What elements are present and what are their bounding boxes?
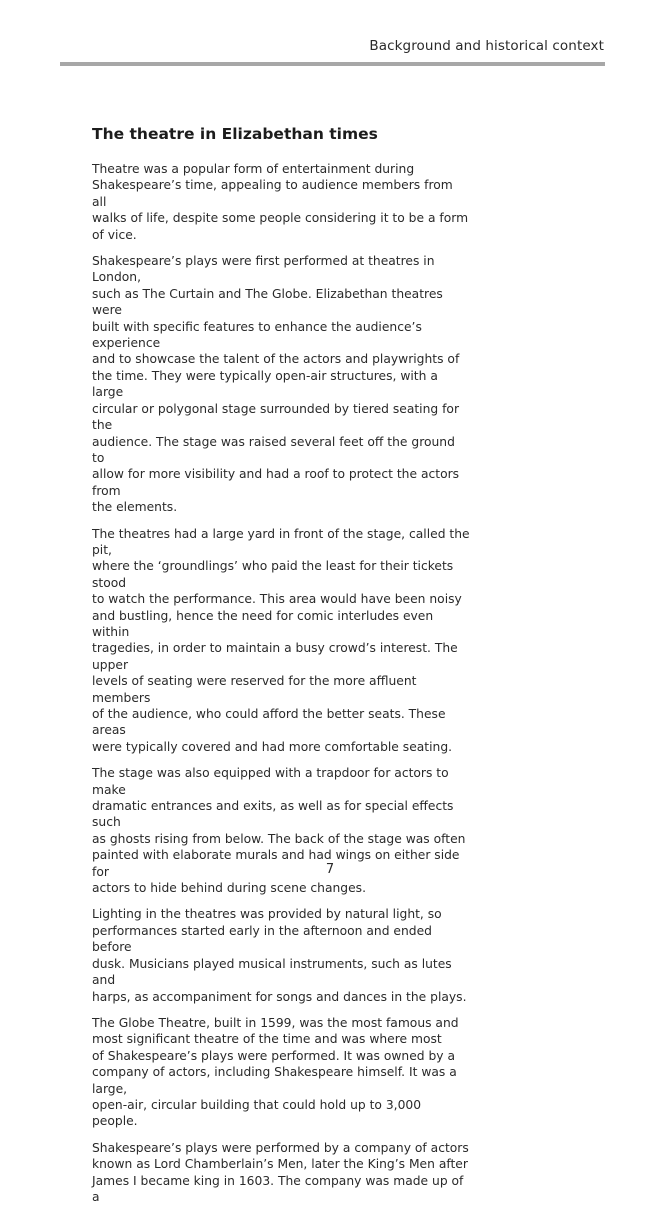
paragraph: Shakespeare’s plays were first performed at theatres in London, such as The Curtain and The Globe. Elizabethan theatres were built with specific features to enhance the audience’s experience and to showcase the talent of the actors and playwrights of the time. They were typically open-air structures, with a large circular or polygonal stage surrounded by tiered seating for the audience. The stage was raised several feet off the ground to allow for more visibility and had a roof to protect the actors from the elements. bbox=[92, 254, 460, 515]
paragraph: Theatre was a popular form of entertainment during Shakespeare’s time, appealing to audience members from all walks of life, despite some people considering it to be a form of vice. bbox=[92, 162, 469, 242]
header-divider bbox=[60, 62, 605, 66]
page-body bbox=[92, 124, 470, 1215]
running-header: Background and historical context bbox=[369, 38, 604, 54]
paragraph: The theatres had a large yard in front of the stage, called the pit, where the ‘groundlings’ who paid the least for their tickets stood to watch the performance. This area would have been noisy and bustling, hence the need for comic interludes even within tragedies, in order to maintain a busy crowd’s interest. The upper levels of seating were reserved for the more affluent members of the audience, who could afford the better seats. These areas were typically covered and had more comfortable seating. bbox=[92, 526, 470, 754]
section-title: The theatre in Elizabethan times bbox=[92, 125, 378, 143]
page-number: 7 bbox=[325, 862, 335, 877]
paragraph: Lighting in the theatres was provided by natural light, so performances started early in the afternoon and ended before dusk. Musicians played musical instruments, such as lutes and harps, as accompaniment for songs and dances in the plays. bbox=[92, 907, 467, 1004]
paragraph: The stage was also equipped with a trapdoor for actors to make dramatic entrances and exits, as well as for special effects such as ghosts rising from below. The back of the stage was often painted with elaborate murals and had wings on either side for actors to hide behind during scene changes. bbox=[92, 766, 466, 896]
paragraph: The Globe Theatre, built in 1599, was the most famous and most significant theatre of the time and was where most of Shakespeare’s plays were performed. It was owned by a company of actors, including Shakespeare himself. It was a large, open-air, circular building that could hold up to 3,000 people. bbox=[92, 1015, 459, 1129]
paragraph: Shakespeare’s plays were performed by a company of actors known as Lord Chamberlain’s Men, later the King’s Men after James I became king in 1603. The company was made up of a bbox=[92, 1140, 469, 1204]
